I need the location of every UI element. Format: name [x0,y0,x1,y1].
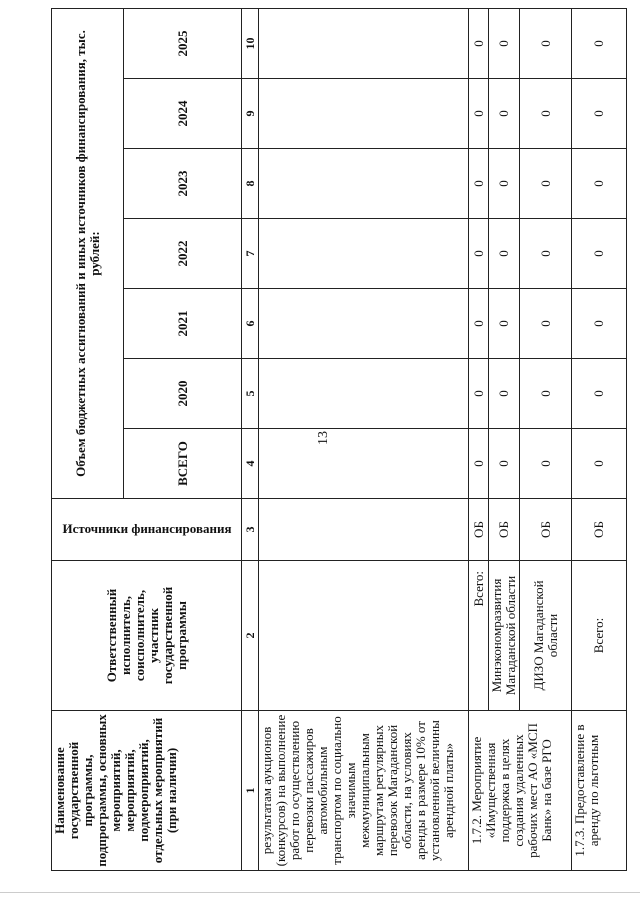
row-value-cell: 0 [572,429,627,499]
row-value-cell: 0 [520,9,572,79]
row-value-cell: 0 [489,429,520,499]
colnum-2: 2 [242,561,259,711]
row-value-cell: 0 [520,429,572,499]
row-value-cell: 0 [469,429,489,499]
row-value-cell: 0 [489,9,520,79]
rotated-table-area [51,9,624,871]
header-name: Наименование государственной программы, подпрограммы, основных мероприятий, мероприятий, подмероприятий, отдельных мероприятий (при наличии) [52,711,242,871]
row-value-cell: 0 [572,79,627,149]
row-value-cell: 0 [469,289,489,359]
row-value-cell [259,9,469,79]
header-year-2025: 2025 [124,9,242,79]
row-value-cell: 0 [489,219,520,289]
header-year-2022: 2022 [124,219,242,289]
row-executor-cell [259,561,469,711]
row-value-cell: 0 [469,219,489,289]
row-value-cell: 0 [489,289,520,359]
table-row [259,9,469,871]
colnum-10: 10 [242,9,259,79]
row-executor-cell: Всего: [572,561,627,711]
row-value-cell: 0 [469,9,489,79]
row-value-cell: 0 [489,359,520,429]
header-source [52,499,242,561]
row-source-cell [259,499,469,561]
row-source-cell: ОБ [489,499,520,561]
row-value-cell [259,289,469,359]
row-value-cell: 0 [469,359,489,429]
colnum-1: 1 [242,711,259,871]
row-source-cell: ОБ [469,499,489,561]
row-executor-cell: ДИЗО Магаданской области [520,561,572,711]
row-value-cell: 0 [520,79,572,149]
colnum-7: 7 [242,219,259,289]
row-value-cell: 0 [469,149,489,219]
colnum-8: 8 [242,149,259,219]
row-value-cell: 0 [520,359,572,429]
row-source-cell: ОБ [520,499,572,561]
header-year-2020: 2020 [124,359,242,429]
header-year-2023: 2023 [124,149,242,219]
row-value-cell [259,149,469,219]
row-executor-cell: Минэкономразвития Магаданской области [489,561,520,711]
row-value-cell: 0 [489,79,520,149]
row-value-cell: 0 [520,219,572,289]
colnum-3: 3 [242,499,259,561]
row-value-cell [259,359,469,429]
row-value-cell [259,219,469,289]
financing-table [51,8,627,871]
row-name-cell: 1.7.2. Мероприятие «Имущественная поддержка в целях создания удаленных рабочих мест АО «МСП Банк» на базе РГО [469,711,572,871]
table-row [572,9,627,871]
colnum-4: 4 [242,429,259,499]
column-number-row [242,9,259,871]
colnum-5: 5 [242,359,259,429]
header-year-2024: 2024 [124,79,242,149]
row-value-cell: 0 [489,149,520,219]
page-number: 13 [316,431,331,445]
row-name-cell: 1.7.3. Предоставление в аренду по льготным [572,711,627,871]
colnum-9: 9 [242,79,259,149]
header-source-text: Источники финансирования [62,521,231,537]
table-row [469,9,489,871]
row-source-cell: ОБ [572,499,627,561]
row-value-cell: 0 [469,79,489,149]
page-bottom-divider [0,892,640,893]
row-executor-cell: Всего: [469,561,489,711]
header-financing-group: Объем бюджетных ассигнований и иных источников финансирования, тыс. рублей: [52,9,124,499]
row-value-cell: 0 [572,149,627,219]
row-value-cell: 0 [572,289,627,359]
row-value-cell: 0 [520,289,572,359]
header-total: ВСЕГО [124,429,242,499]
row-name-cell: результатам аукционов (конкурсов) на выполнение работ по осуществлению перевозки пассажиров автомобильным транспортом по социально значимым межмуниципальным маршрутам регулярных перевозок Магаданской области, на условиях аренды в размере 10% от установленной величины арендной платы» [259,711,469,871]
header-year-2021: 2021 [124,289,242,359]
header-executor: Ответственный исполнитель, соисполнитель, участник государственной программы [52,561,242,711]
row-value-cell [259,429,469,499]
row-value-cell: 0 [520,149,572,219]
row-value-cell: 0 [572,9,627,79]
row-value-cell [259,79,469,149]
colnum-6: 6 [242,289,259,359]
row-value-cell: 0 [572,359,627,429]
row-value-cell: 0 [572,219,627,289]
